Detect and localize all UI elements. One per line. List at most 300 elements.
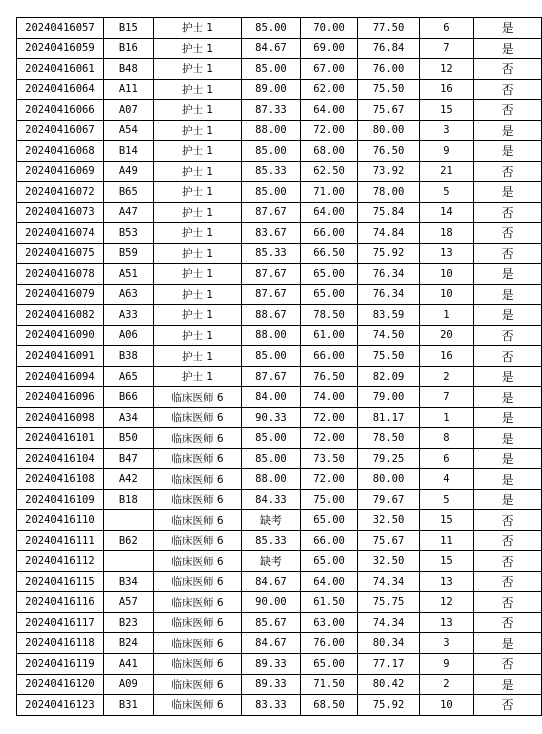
- total-score-cell: 76.34: [358, 284, 419, 305]
- total-score-cell: 81.17: [358, 407, 419, 428]
- rank-cell: 18: [419, 223, 474, 244]
- result-cell: 否: [474, 592, 542, 613]
- score-b-cell: 61.00: [300, 325, 358, 346]
- table-row: [17, 18, 542, 39]
- ticket-number-cell: 20240416074: [17, 223, 104, 244]
- candidate-code-cell: A42: [103, 469, 153, 490]
- total-score-cell: 78.00: [358, 182, 419, 203]
- result-cell: 是: [474, 489, 542, 510]
- candidate-code-cell: B38: [103, 346, 153, 367]
- score-a-cell: 85.00: [242, 346, 301, 367]
- table-row: [17, 182, 542, 203]
- table-row: [17, 428, 542, 449]
- rank-cell: 16: [419, 346, 474, 367]
- score-a-cell: 87.67: [242, 202, 301, 223]
- total-score-cell: 74.84: [358, 223, 419, 244]
- result-cell: 否: [474, 79, 542, 100]
- total-score-cell: 82.09: [358, 366, 419, 387]
- rank-cell: 7: [419, 387, 474, 408]
- post-cell: 护士 1: [153, 264, 241, 285]
- score-a-cell: 90.33: [242, 407, 301, 428]
- result-cell: 是: [474, 469, 542, 490]
- table-row: [17, 38, 542, 59]
- rank-cell: 3: [419, 120, 474, 141]
- candidate-code-cell: B66: [103, 387, 153, 408]
- rank-cell: 13: [419, 612, 474, 633]
- rank-cell: 9: [419, 653, 474, 674]
- score-a-cell: 87.67: [242, 264, 301, 285]
- result-cell: 是: [474, 387, 542, 408]
- post-cell: 临床医师 6: [153, 695, 241, 716]
- ticket-number-cell: 20240416112: [17, 551, 104, 572]
- ticket-number-cell: 20240416123: [17, 695, 104, 716]
- rank-cell: 10: [419, 695, 474, 716]
- total-score-cell: 73.92: [358, 161, 419, 182]
- score-b-cell: 78.50: [300, 305, 358, 326]
- candidate-code-cell: A65: [103, 366, 153, 387]
- result-cell: 是: [474, 120, 542, 141]
- result-cell: 是: [474, 407, 542, 428]
- score-b-cell: 71.50: [300, 674, 358, 695]
- candidate-code-cell: A06: [103, 325, 153, 346]
- table-row: [17, 243, 542, 264]
- post-cell: 护士 1: [153, 223, 241, 244]
- result-cell: 否: [474, 653, 542, 674]
- score-b-cell: 68.00: [300, 141, 358, 162]
- post-cell: 临床医师 6: [153, 571, 241, 592]
- score-b-cell: 64.00: [300, 100, 358, 121]
- score-b-cell: 64.00: [300, 202, 358, 223]
- rank-cell: 1: [419, 407, 474, 428]
- total-score-cell: 74.50: [358, 325, 419, 346]
- score-a-cell: 85.33: [242, 243, 301, 264]
- rank-cell: 15: [419, 100, 474, 121]
- post-cell: 护士 1: [153, 366, 241, 387]
- result-cell: 否: [474, 325, 542, 346]
- rank-cell: 7: [419, 38, 474, 59]
- score-a-cell: 85.00: [242, 182, 301, 203]
- candidate-code-cell: B18: [103, 489, 153, 510]
- candidate-code-cell: A09: [103, 674, 153, 695]
- candidate-code-cell: A51: [103, 264, 153, 285]
- results-table: [16, 17, 542, 716]
- score-b-cell: 64.00: [300, 571, 358, 592]
- score-a-cell: 87.67: [242, 284, 301, 305]
- post-cell: 临床医师 6: [153, 633, 241, 654]
- rank-cell: 5: [419, 182, 474, 203]
- table-row: [17, 469, 542, 490]
- score-b-cell: 72.00: [300, 407, 358, 428]
- post-cell: 临床医师 6: [153, 510, 241, 531]
- table-row: [17, 346, 542, 367]
- score-a-cell: 84.67: [242, 633, 301, 654]
- score-b-cell: 66.00: [300, 223, 358, 244]
- ticket-number-cell: 20240416073: [17, 202, 104, 223]
- post-cell: 临床医师 6: [153, 469, 241, 490]
- rank-cell: 12: [419, 59, 474, 80]
- score-b-cell: 68.50: [300, 695, 358, 716]
- total-score-cell: 75.92: [358, 695, 419, 716]
- score-b-cell: 70.00: [300, 18, 358, 39]
- score-b-cell: 65.00: [300, 653, 358, 674]
- result-cell: 否: [474, 223, 542, 244]
- candidate-code-cell: B50: [103, 428, 153, 449]
- candidate-code-cell: A34: [103, 407, 153, 428]
- post-cell: 临床医师 6: [153, 592, 241, 613]
- score-a-cell: 87.67: [242, 366, 301, 387]
- table-row: [17, 695, 542, 716]
- total-score-cell: 77.50: [358, 18, 419, 39]
- table-row: [17, 489, 542, 510]
- result-cell: 否: [474, 530, 542, 551]
- total-score-cell: 75.92: [358, 243, 419, 264]
- score-b-cell: 76.00: [300, 633, 358, 654]
- score-a-cell: 85.67: [242, 612, 301, 633]
- score-a-cell: 84.67: [242, 38, 301, 59]
- post-cell: 临床医师 6: [153, 407, 241, 428]
- ticket-number-cell: 20240416078: [17, 264, 104, 285]
- result-cell: 否: [474, 59, 542, 80]
- candidate-code-cell: B62: [103, 530, 153, 551]
- score-a-cell: 缺考: [242, 510, 301, 531]
- rank-cell: 4: [419, 469, 474, 490]
- score-b-cell: 62.00: [300, 79, 358, 100]
- candidate-code-cell: A47: [103, 202, 153, 223]
- candidate-code-cell: B15: [103, 18, 153, 39]
- rank-cell: 21: [419, 161, 474, 182]
- table-row: [17, 59, 542, 80]
- rank-cell: 8: [419, 428, 474, 449]
- score-b-cell: 73.50: [300, 448, 358, 469]
- table-row: [17, 79, 542, 100]
- results-table-body: [17, 18, 542, 716]
- post-cell: 临床医师 6: [153, 551, 241, 572]
- score-a-cell: 85.00: [242, 428, 301, 449]
- rank-cell: 12: [419, 592, 474, 613]
- result-cell: 是: [474, 264, 542, 285]
- score-b-cell: 62.50: [300, 161, 358, 182]
- rank-cell: 20: [419, 325, 474, 346]
- score-b-cell: 66.00: [300, 530, 358, 551]
- post-cell: 护士 1: [153, 182, 241, 203]
- score-b-cell: 76.50: [300, 366, 358, 387]
- score-a-cell: 88.67: [242, 305, 301, 326]
- score-b-cell: 65.00: [300, 284, 358, 305]
- rank-cell: 14: [419, 202, 474, 223]
- candidate-code-cell: B34: [103, 571, 153, 592]
- rank-cell: 15: [419, 551, 474, 572]
- rank-cell: 6: [419, 18, 474, 39]
- total-score-cell: 75.50: [358, 346, 419, 367]
- total-score-cell: 80.42: [358, 674, 419, 695]
- ticket-number-cell: 20240416111: [17, 530, 104, 551]
- result-cell: 否: [474, 243, 542, 264]
- post-cell: 护士 1: [153, 100, 241, 121]
- candidate-code-cell: B31: [103, 695, 153, 716]
- table-row: [17, 100, 542, 121]
- result-cell: 否: [474, 161, 542, 182]
- total-score-cell: 79.25: [358, 448, 419, 469]
- ticket-number-cell: 20240416091: [17, 346, 104, 367]
- score-a-cell: 85.33: [242, 530, 301, 551]
- ticket-number-cell: 20240416064: [17, 79, 104, 100]
- table-row: [17, 633, 542, 654]
- ticket-number-cell: 20240416079: [17, 284, 104, 305]
- post-cell: 护士 1: [153, 120, 241, 141]
- result-cell: 是: [474, 633, 542, 654]
- ticket-number-cell: 20240416101: [17, 428, 104, 449]
- ticket-number-cell: 20240416104: [17, 448, 104, 469]
- table-row: [17, 202, 542, 223]
- total-score-cell: 77.17: [358, 653, 419, 674]
- table-row: [17, 366, 542, 387]
- table-row: [17, 264, 542, 285]
- result-cell: 是: [474, 305, 542, 326]
- result-cell: 否: [474, 346, 542, 367]
- score-a-cell: 87.33: [242, 100, 301, 121]
- score-b-cell: 71.00: [300, 182, 358, 203]
- ticket-number-cell: 20240416110: [17, 510, 104, 531]
- ticket-number-cell: 20240416116: [17, 592, 104, 613]
- ticket-number-cell: 20240416059: [17, 38, 104, 59]
- candidate-code-cell: B48: [103, 59, 153, 80]
- candidate-code-cell: B14: [103, 141, 153, 162]
- candidate-code-cell: A41: [103, 653, 153, 674]
- post-cell: 临床医师 6: [153, 674, 241, 695]
- rank-cell: 10: [419, 284, 474, 305]
- score-a-cell: 84.00: [242, 387, 301, 408]
- candidate-code-cell: [103, 551, 153, 572]
- results-table-page: [16, 17, 542, 716]
- candidate-code-cell: A33: [103, 305, 153, 326]
- score-b-cell: 69.00: [300, 38, 358, 59]
- post-cell: 护士 1: [153, 141, 241, 162]
- table-row: [17, 284, 542, 305]
- table-row: [17, 551, 542, 572]
- ticket-number-cell: 20240416098: [17, 407, 104, 428]
- total-score-cell: 32.50: [358, 551, 419, 572]
- score-a-cell: 90.00: [242, 592, 301, 613]
- table-row: [17, 571, 542, 592]
- table-row: [17, 592, 542, 613]
- candidate-code-cell: B53: [103, 223, 153, 244]
- rank-cell: 11: [419, 530, 474, 551]
- table-row: [17, 612, 542, 633]
- result-cell: 是: [474, 428, 542, 449]
- total-score-cell: 78.50: [358, 428, 419, 449]
- result-cell: 是: [474, 141, 542, 162]
- score-a-cell: 89.33: [242, 674, 301, 695]
- table-row: [17, 387, 542, 408]
- table-row: [17, 510, 542, 531]
- ticket-number-cell: 20240416068: [17, 141, 104, 162]
- candidate-code-cell: A57: [103, 592, 153, 613]
- total-score-cell: 76.84: [358, 38, 419, 59]
- ticket-number-cell: 20240416090: [17, 325, 104, 346]
- post-cell: 护士 1: [153, 161, 241, 182]
- total-score-cell: 75.75: [358, 592, 419, 613]
- ticket-number-cell: 20240416061: [17, 59, 104, 80]
- result-cell: 是: [474, 284, 542, 305]
- total-score-cell: 76.50: [358, 141, 419, 162]
- score-a-cell: 88.00: [242, 120, 301, 141]
- score-b-cell: 74.00: [300, 387, 358, 408]
- table-row: [17, 530, 542, 551]
- table-row: [17, 407, 542, 428]
- score-b-cell: 66.50: [300, 243, 358, 264]
- candidate-code-cell: A63: [103, 284, 153, 305]
- result-cell: 否: [474, 551, 542, 572]
- score-a-cell: 83.33: [242, 695, 301, 716]
- ticket-number-cell: 20240416115: [17, 571, 104, 592]
- ticket-number-cell: 20240416118: [17, 633, 104, 654]
- candidate-code-cell: B65: [103, 182, 153, 203]
- rank-cell: 9: [419, 141, 474, 162]
- score-a-cell: 85.33: [242, 161, 301, 182]
- result-cell: 是: [474, 182, 542, 203]
- candidate-code-cell: B24: [103, 633, 153, 654]
- post-cell: 护士 1: [153, 38, 241, 59]
- score-b-cell: 67.00: [300, 59, 358, 80]
- total-score-cell: 75.50: [358, 79, 419, 100]
- rank-cell: 1: [419, 305, 474, 326]
- score-b-cell: 63.00: [300, 612, 358, 633]
- result-cell: 否: [474, 510, 542, 531]
- score-a-cell: 84.67: [242, 571, 301, 592]
- post-cell: 护士 1: [153, 18, 241, 39]
- post-cell: 护士 1: [153, 305, 241, 326]
- score-b-cell: 65.00: [300, 510, 358, 531]
- score-b-cell: 72.00: [300, 428, 358, 449]
- ticket-number-cell: 20240416067: [17, 120, 104, 141]
- post-cell: 临床医师 6: [153, 428, 241, 449]
- result-cell: 否: [474, 202, 542, 223]
- ticket-number-cell: 20240416057: [17, 18, 104, 39]
- score-b-cell: 65.00: [300, 551, 358, 572]
- post-cell: 临床医师 6: [153, 448, 241, 469]
- candidate-code-cell: A11: [103, 79, 153, 100]
- total-score-cell: 75.67: [358, 530, 419, 551]
- score-a-cell: 缺考: [242, 551, 301, 572]
- table-row: [17, 161, 542, 182]
- ticket-number-cell: 20240416094: [17, 366, 104, 387]
- total-score-cell: 76.34: [358, 264, 419, 285]
- rank-cell: 16: [419, 79, 474, 100]
- rank-cell: 2: [419, 366, 474, 387]
- post-cell: 临床医师 6: [153, 387, 241, 408]
- rank-cell: 15: [419, 510, 474, 531]
- result-cell: 是: [474, 18, 542, 39]
- table-row: [17, 223, 542, 244]
- ticket-number-cell: 20240416066: [17, 100, 104, 121]
- table-row: [17, 653, 542, 674]
- post-cell: 护士 1: [153, 202, 241, 223]
- score-a-cell: 85.00: [242, 448, 301, 469]
- post-cell: 临床医师 6: [153, 612, 241, 633]
- candidate-code-cell: A54: [103, 120, 153, 141]
- post-cell: 护士 1: [153, 79, 241, 100]
- table-row: [17, 674, 542, 695]
- candidate-code-cell: B47: [103, 448, 153, 469]
- ticket-number-cell: 20240416109: [17, 489, 104, 510]
- result-cell: 否: [474, 571, 542, 592]
- ticket-number-cell: 20240416117: [17, 612, 104, 633]
- ticket-number-cell: 20240416119: [17, 653, 104, 674]
- total-score-cell: 83.59: [358, 305, 419, 326]
- score-a-cell: 83.67: [242, 223, 301, 244]
- ticket-number-cell: 20240416072: [17, 182, 104, 203]
- score-b-cell: 72.00: [300, 120, 358, 141]
- score-a-cell: 85.00: [242, 59, 301, 80]
- candidate-code-cell: A07: [103, 100, 153, 121]
- table-row: [17, 448, 542, 469]
- score-b-cell: 66.00: [300, 346, 358, 367]
- rank-cell: 10: [419, 264, 474, 285]
- score-b-cell: 72.00: [300, 469, 358, 490]
- post-cell: 临床医师 6: [153, 530, 241, 551]
- rank-cell: 6: [419, 448, 474, 469]
- total-score-cell: 76.00: [358, 59, 419, 80]
- table-row: [17, 141, 542, 162]
- result-cell: 是: [474, 448, 542, 469]
- score-a-cell: 85.00: [242, 141, 301, 162]
- score-b-cell: 61.50: [300, 592, 358, 613]
- total-score-cell: 75.84: [358, 202, 419, 223]
- total-score-cell: 80.00: [358, 469, 419, 490]
- rank-cell: 13: [419, 571, 474, 592]
- candidate-code-cell: B23: [103, 612, 153, 633]
- table-row: [17, 305, 542, 326]
- total-score-cell: 74.34: [358, 612, 419, 633]
- score-a-cell: 84.33: [242, 489, 301, 510]
- total-score-cell: 79.67: [358, 489, 419, 510]
- candidate-code-cell: [103, 510, 153, 531]
- total-score-cell: 75.67: [358, 100, 419, 121]
- result-cell: 否: [474, 612, 542, 633]
- score-a-cell: 89.33: [242, 653, 301, 674]
- ticket-number-cell: 20240416108: [17, 469, 104, 490]
- score-a-cell: 85.00: [242, 18, 301, 39]
- post-cell: 护士 1: [153, 325, 241, 346]
- ticket-number-cell: 20240416096: [17, 387, 104, 408]
- post-cell: 临床医师 6: [153, 489, 241, 510]
- ticket-number-cell: 20240416075: [17, 243, 104, 264]
- total-score-cell: 74.34: [358, 571, 419, 592]
- post-cell: 护士 1: [153, 59, 241, 80]
- post-cell: 临床医师 6: [153, 653, 241, 674]
- result-cell: 是: [474, 38, 542, 59]
- total-score-cell: 80.00: [358, 120, 419, 141]
- result-cell: 否: [474, 695, 542, 716]
- rank-cell: 3: [419, 633, 474, 654]
- score-a-cell: 88.00: [242, 325, 301, 346]
- rank-cell: 13: [419, 243, 474, 264]
- rank-cell: 2: [419, 674, 474, 695]
- post-cell: 护士 1: [153, 284, 241, 305]
- candidate-code-cell: A49: [103, 161, 153, 182]
- total-score-cell: 80.34: [358, 633, 419, 654]
- rank-cell: 5: [419, 489, 474, 510]
- score-b-cell: 65.00: [300, 264, 358, 285]
- ticket-number-cell: 20240416082: [17, 305, 104, 326]
- post-cell: 护士 1: [153, 243, 241, 264]
- post-cell: 护士 1: [153, 346, 241, 367]
- score-a-cell: 89.00: [242, 79, 301, 100]
- result-cell: 否: [474, 100, 542, 121]
- total-score-cell: 32.50: [358, 510, 419, 531]
- score-a-cell: 88.00: [242, 469, 301, 490]
- ticket-number-cell: 20240416120: [17, 674, 104, 695]
